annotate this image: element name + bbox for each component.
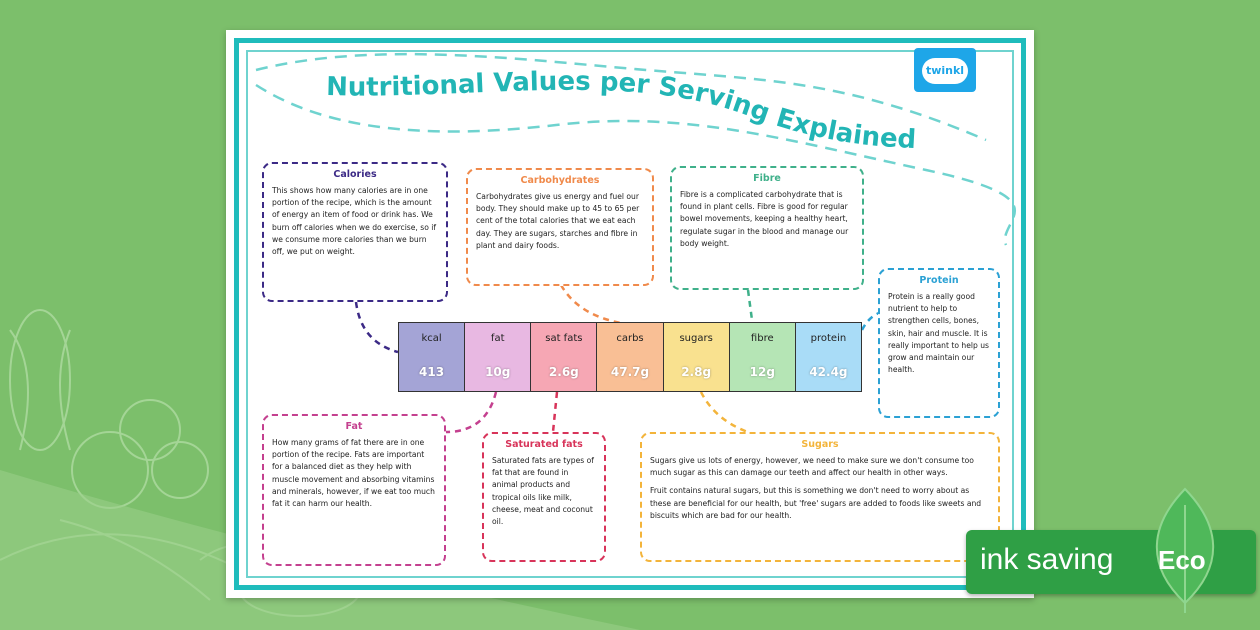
carbohydrates-box — [466, 168, 654, 286]
nutrition-value: 2.6g — [548, 365, 579, 379]
calories-text: This shows how many calories are in one portion of the recipe, which is the amount of energy an item of food or drink has. We burn off calories when we do exercise, so if we consume more calories than we burn off, we put on weight. — [272, 186, 437, 257]
fat-title: Fat — [345, 421, 363, 432]
nutrition-value: 42.4g — [809, 365, 848, 379]
fibre-text: Fibre is a complicated carbohydrate that is found in plant cells. Fibre is good for regular bowel movements, keeping a healthy heart, regulate sugar in the blood and manage our body weight. — [680, 190, 849, 248]
fat-box — [262, 414, 446, 566]
fibre-title: Fibre — [753, 173, 781, 184]
nutrition-label: kcal — [421, 332, 442, 344]
nutrition-cell-protein — [796, 323, 861, 391]
nutrition-values-table — [398, 322, 862, 392]
protein-title: Protein — [919, 275, 959, 286]
connector-fibre — [748, 290, 752, 320]
calories-title: Calories — [333, 169, 377, 180]
nutrition-label: fibre — [750, 332, 774, 344]
protein-text: Protein is a really good nutrient to help to strengthen cells, bones, skin, hair and muscle. It is really important to help us grow and maintain our health. — [888, 292, 989, 375]
nutrition-cell-kcal — [399, 323, 465, 391]
connector-calories — [356, 302, 398, 352]
nutrition-label: sugars — [679, 332, 713, 344]
nutrition-cell-sugars — [664, 323, 730, 391]
saturated-fats-text: Saturated fats are types of fat that are found in animal products and tropical oils like milk, cheese, meat and coconut oil. — [492, 456, 594, 527]
sugars-text-2: Fruit contains natural sugars, but this is something we don't need to worry about as these are beneficial for our health, but 'free' sugars are added to foods like sweets and biscuits which are bad for our health. — [650, 486, 982, 520]
nutrition-cell-sat-fats — [531, 323, 597, 391]
nutrition-cell-fibre — [730, 323, 796, 391]
poster-title: Nutritional Values per Serving Explained — [325, 66, 917, 156]
carbohydrates-title: Carbohydrates — [520, 175, 600, 186]
sugars-text-1: Sugars give us lots of energy, however, we need to make sure we don't consume too much sugar as this can damage our teeth and affect our health in other ways. — [650, 456, 974, 478]
nutrition-label: sat fats — [545, 332, 583, 344]
eco-label: Eco — [1158, 545, 1206, 575]
nutrition-cell-carbs — [597, 323, 663, 391]
nutrition-label: carbs — [616, 332, 644, 344]
saturated-fats-box — [482, 432, 606, 562]
twinkl-logo: twinkl — [914, 48, 976, 92]
fat-text: How many grams of fat there are in one portion of the recipe. Fats are important for a balanced diet as they help with muscle movement and absorbing vitamins and minerals, however, if we eat too much fat it can harm our health. — [272, 438, 435, 509]
nutrition-value: 2.8g — [681, 365, 712, 379]
nutrition-poster — [226, 30, 1034, 598]
ink-saving-label: ink saving — [980, 543, 1114, 576]
nutrition-label: fat — [490, 332, 505, 344]
nutrition-value: 10g — [485, 365, 511, 379]
nutrition-value: 413 — [419, 365, 445, 379]
nutrition-label: protein — [810, 332, 847, 344]
nutrition-value: 12g — [749, 365, 775, 379]
connector-saturated — [553, 392, 557, 432]
saturated-fats-title: Saturated fats — [505, 439, 583, 450]
nutrition-value: 47.7g — [610, 365, 650, 379]
sugars-title: Sugars — [801, 439, 839, 450]
connector-fat — [446, 392, 496, 432]
protein-box — [878, 268, 1000, 418]
calories-box — [262, 162, 448, 302]
sugars-box — [640, 432, 1000, 562]
nutrition-cell-fat — [465, 323, 531, 391]
fibre-box — [670, 166, 864, 290]
carbohydrates-text: Carbohydrates give us energy and fuel our body. They should make up to 45 to 65 per cent of the total calories that we eat each day. They are sugars, starches and fibre in plant and dairy foods. — [476, 192, 640, 250]
